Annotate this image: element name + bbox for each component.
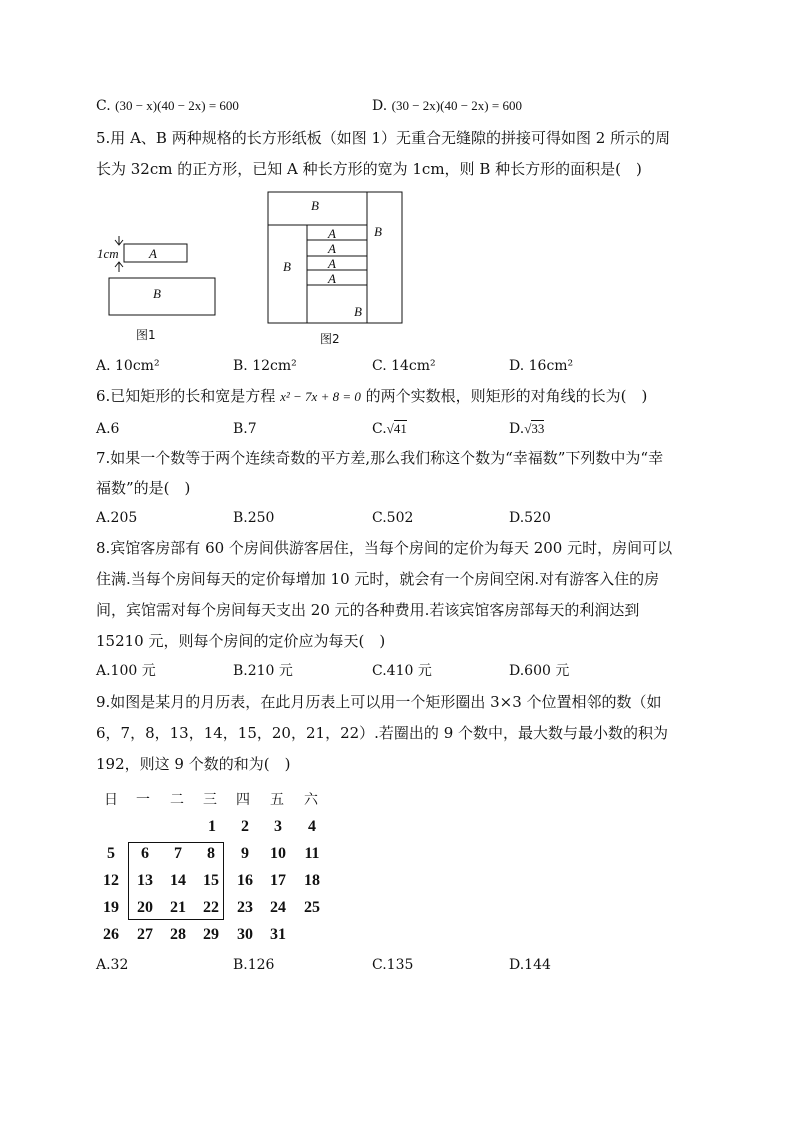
calendar-day: 31: [270, 926, 286, 943]
calendar-day: 14: [170, 872, 186, 889]
q7-option-b: B.250: [233, 510, 275, 526]
q9-stem-line1: 9.如图是某月的月历表，在此月历表上可以用一个矩形圈出 3×3 个位置相邻的数（如: [96, 693, 662, 711]
weekday-mon: 一: [136, 792, 150, 808]
calendar-day: 10: [270, 845, 286, 862]
fig2-label-bottom-b: B: [354, 304, 362, 319]
q8-stem-line4: 15210 元，则每个房间的定价应为每天( ): [96, 632, 386, 650]
calendar-day: 8: [207, 845, 215, 862]
q5-option-b: B. 12cm²: [233, 358, 297, 374]
q5-option-c: C. 14cm²: [372, 358, 436, 374]
q6-option-c-radicand: 41: [393, 421, 407, 436]
q7-option-d: D.520: [509, 510, 551, 526]
q4-option-c-expr: (30 − x)(40 − 2x) = 600: [115, 98, 239, 113]
q6-equation: x² − 7x + 8 = 0: [280, 389, 361, 404]
fig2-label-left-b: B: [283, 259, 291, 274]
weekday-wed: 三: [203, 792, 217, 808]
q8-option-b: B.210 元: [233, 663, 293, 679]
q7-option-c: C.502: [372, 510, 414, 526]
calendar-day: 24: [270, 899, 286, 916]
fig2-label-a-3: A: [328, 256, 336, 271]
q7-stem-line2: 福数”的是( ): [96, 479, 191, 497]
q9-option-d: D.144: [509, 957, 551, 973]
calendar-day: 30: [237, 926, 253, 943]
rect-b-fig1: [109, 278, 215, 315]
calendar-day: 13: [137, 872, 153, 889]
q6-option-b: B.7: [233, 421, 257, 437]
fig1-a-label: A: [149, 246, 157, 261]
q9-option-b: B.126: [233, 957, 275, 973]
q9-option-a: A.32: [96, 957, 129, 973]
weekday-sat: 六: [304, 792, 318, 808]
weekday-thu: 四: [236, 792, 250, 808]
fig2-label-a-4: A: [328, 271, 336, 286]
calendar-day: 11: [304, 845, 320, 862]
calendar-day: 18: [304, 872, 320, 889]
fig1-b-label: B: [153, 286, 161, 301]
calendar-day: 23: [237, 899, 253, 916]
calendar-day: 7: [174, 845, 182, 862]
q6-stem: 6.已知矩形的长和宽是方程 x² − 7x + 8 = 0 的两个实数根，则矩形的对角线的长为( ): [96, 387, 648, 405]
q7-option-a: A.205: [96, 510, 138, 526]
fig2-caption: 图2: [320, 332, 340, 346]
q4-option-c: C. (30 − x)(40 − 2x) = 600: [96, 98, 239, 114]
calendar-day: 28: [170, 926, 186, 943]
q5-option-d: D. 16cm²: [509, 358, 574, 374]
calendar-day: 21: [170, 899, 186, 916]
calendar-day: 27: [137, 926, 153, 943]
q5-figure-2: [266, 190, 406, 326]
q6-option-c: C.√41: [372, 421, 407, 437]
calendar-day: 15: [203, 872, 219, 889]
q9-stem-line3: 192，则这 9 个数的和为( ): [96, 755, 291, 773]
fig2-label-a-2: A: [328, 241, 336, 256]
weekday-sun: 日: [104, 792, 118, 808]
calendar-day: 19: [103, 899, 119, 916]
calendar-day: 20: [137, 899, 153, 916]
calendar-day: 12: [103, 872, 119, 889]
q8-stem-line3: 间，宾馆需对每个房间每天支出 20 元的各种费用.若该宾馆客房部每天的利润达到: [96, 601, 640, 619]
fig2-label-top-b: B: [311, 198, 319, 213]
calendar-day: 3: [274, 818, 282, 835]
q4-option-d-expr: (30 − 2x)(40 − 2x) = 600: [391, 98, 522, 113]
calendar-day: 26: [103, 926, 119, 943]
q5-stem-line1: 5.用 A、B 两种规格的长方形纸板（如图 1）无重合无缝隙的拼接可得如图 2 所示的周: [96, 129, 671, 147]
calendar-day: 5: [107, 845, 115, 862]
q5-stem-line2: 长为 32cm 的正方形，已知 A 种长方形的宽为 1cm，则 B 种长方形的面积是( ): [96, 160, 642, 178]
q8-option-c: C.410 元: [372, 663, 432, 679]
q6-option-d-radicand: 33: [531, 421, 545, 436]
q5-option-a: A. 10cm²: [96, 358, 160, 374]
q8-option-d: D.600 元: [509, 663, 570, 679]
q9-stem-line2: 6，7，8，13，14，15，20，21，22）.若圈出的 9 个数中，最大数与最小数的积为: [96, 724, 669, 742]
fig2-label-right-b: B: [374, 224, 382, 239]
calendar-day: 2: [241, 818, 249, 835]
calendar-day: 17: [270, 872, 286, 889]
q8-option-a: A.100 元: [96, 663, 156, 679]
weekday-tue: 二: [170, 792, 184, 808]
calendar-day: 6: [141, 845, 149, 862]
q4-option-d: D. (30 − 2x)(40 − 2x) = 600: [372, 98, 522, 114]
q6-option-d: D.√33: [509, 421, 545, 437]
fig2-label-a-1: A: [328, 226, 336, 241]
calendar-day: 4: [308, 818, 316, 835]
q8-stem-line1: 8.宾馆客房部有 60 个房间供游客居住，当每个房间的定价为每天 200 元时，房间可以: [96, 539, 673, 557]
weekday-fri: 五: [270, 792, 284, 808]
q8-stem-line2: 住满.当每个房间每天的定价每增加 10 元时，就会有一个房间空闲.对有游客入住的房: [96, 570, 660, 588]
calendar-day: 16: [237, 872, 253, 889]
q7-stem-line1: 7.如果一个数等于两个连续奇数的平方差,那么我们称这个数为“幸福数”下列数中为“幸: [96, 449, 664, 467]
calendar-day: 29: [203, 926, 219, 943]
calendar-day: 1: [208, 818, 216, 835]
calendar-day: 22: [203, 899, 219, 916]
q6-option-a: A.6: [96, 421, 120, 437]
sqrt-symbol: √: [524, 421, 532, 436]
fig1-width-label: 1cm: [97, 246, 119, 261]
calendar-day: 9: [241, 845, 249, 862]
q9-option-c: C.135: [372, 957, 414, 973]
calendar-day: 25: [304, 899, 320, 916]
sqrt-symbol: √: [386, 421, 394, 436]
fig1-caption: 图1: [136, 328, 156, 342]
